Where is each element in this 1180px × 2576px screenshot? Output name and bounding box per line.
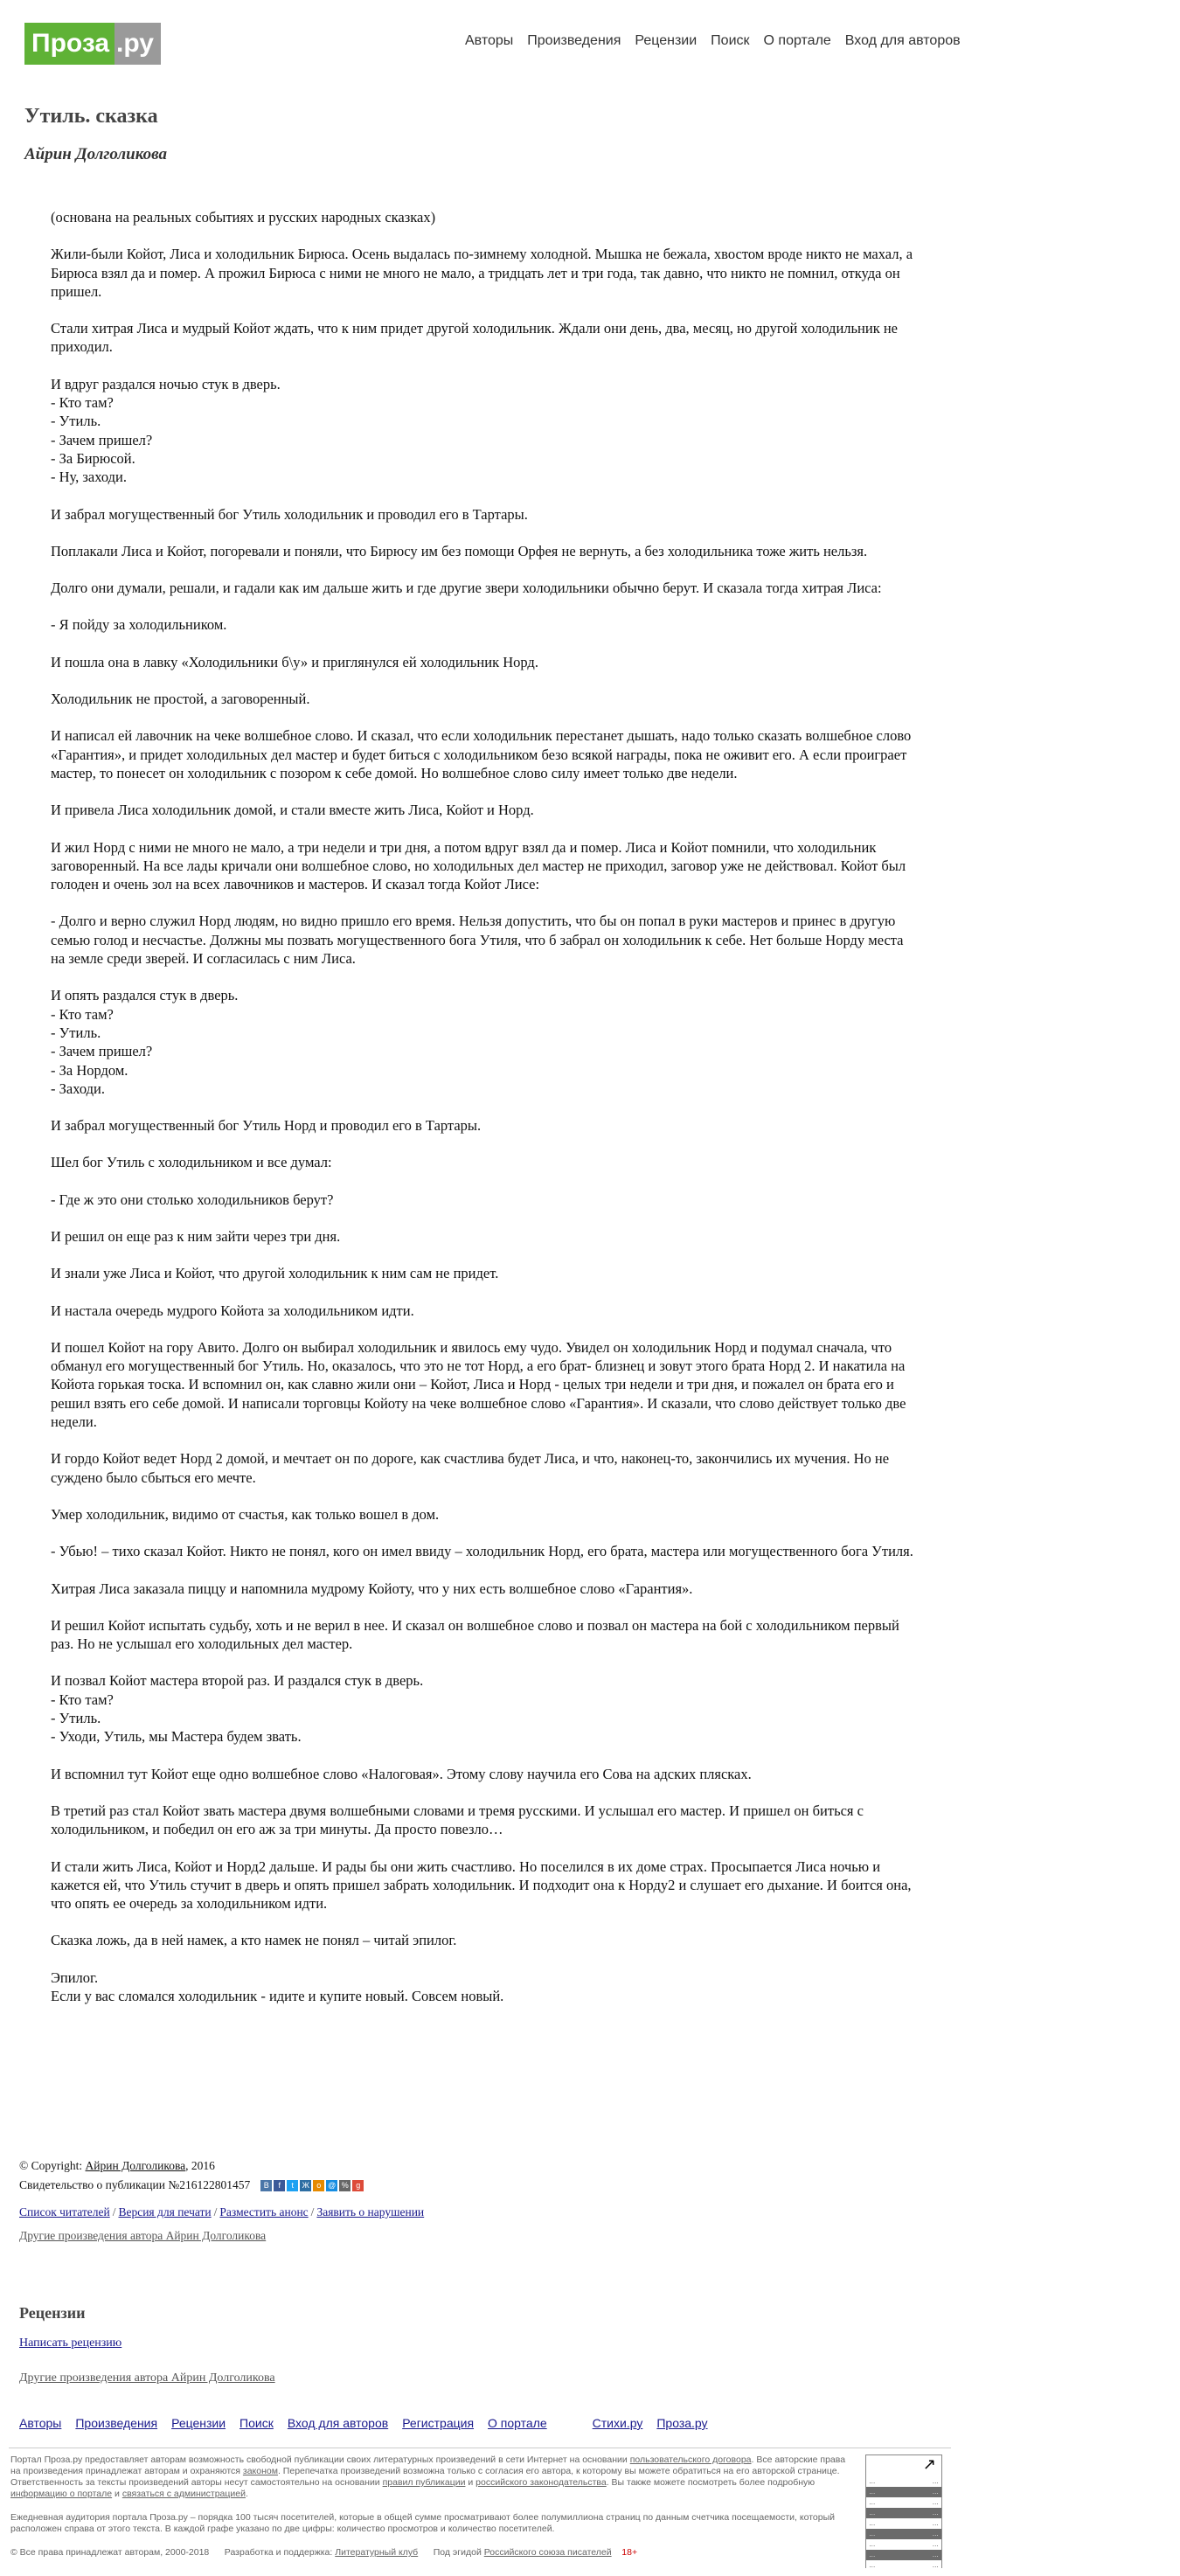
facebook-icon[interactable]: f [274,2180,285,2191]
work-paragraph: И пошла она в лавку «Холодильники б\у» и приглянулся ей холодильник Норд. [51,653,538,670]
counter-value: … [932,2530,939,2538]
contact-admin-link[interactable]: связаться с администрацией [121,2489,246,2499]
counter-value: … [932,2540,939,2548]
nav-about[interactable]: О портале [763,33,831,48]
counter-label: … [869,2498,876,2506]
bottom-nav-about[interactable]: О портале [488,2416,547,2430]
work-paragraph: - Я пойду за холодильником. [51,616,227,634]
counter-row [866,2487,941,2497]
visitor-counter[interactable] [865,2454,942,2568]
other-works-block [19,2229,266,2243]
nav-search[interactable]: Поиск [711,33,750,48]
counter-label: … [869,2488,876,2496]
twitter-icon[interactable]: t [287,2180,298,2191]
counter-value: … [932,2561,939,2569]
work-paragraph: И знали уже Лиса и Койот, что другой холодильник к ним сам не придет. [51,1265,499,1282]
certificate-text: Свидетельство о публикации №216122801457 [19,2178,251,2191]
work-paragraph: Умер холодильник, видимо от счастья, как только вошел в дом. [51,1505,440,1523]
work-paragraph: Поплакали Лиса и Койот, погоревали и поняли, что Бирюсу им без помощи Орфея не вернуть, а без холодильника тоже жить нельзя. [51,542,868,559]
bottom-nav-works[interactable]: Произведения [75,2416,158,2430]
work-paragraph: И решил он еще раз к ним зайти через три дня. [51,1227,341,1245]
work-paragraph: - Где ж это они столько холодильников берут? [51,1191,334,1208]
work-paragraph: (основана на реальных событиях и русских народных сказках) [51,209,436,226]
footer-audience-text: Ежедневная аудитория портала Проза.ру – порядка 100 тысяч посетителей, которые в общей сумме просматривают более полумиллиона страниц по данным счетчика посещаемости, который расположен справа от этого текста. В каждой графе указано по две цифры: количество просмотров и количество посетителей. [10,2512,835,2534]
copyright-year: , 2016 [185,2159,215,2172]
work-paragraph: Долго они думали, решали, и гадали как им дальше жить и где другие звери холодильники обычно берут. И сказала тогда хитрая Лиса: [51,580,882,597]
nav-reviews[interactable]: Рецензии [635,33,698,48]
counter-value: … [932,2498,939,2506]
reviews-other-works-link[interactable]: Другие произведения автора Айрин Долголикова [19,2371,275,2385]
mailru-icon[interactable]: @ [328,2180,337,2190]
counter-row [866,2539,941,2550]
work-paragraph: И написал ей лавочник на чеке волшебное слово. И сказал, что если холодильник перестанет дышать, надо только сказать волшебное слово «Гарантия», и придет холодильных дел мастер и будет биться с холодильником безо всякой награды, пока не оживит его. А если проиграет мастер, то понесет он холодильник с позором к себе домой. Но волшебное слово силу имеет только две недели. [51,727,912,781]
nav-login[interactable]: Вход для авторов [844,33,961,48]
print-version-link[interactable]: Версия для печати [118,2205,212,2218]
footer-copyright: © Все права принадлежат авторам, 2000-2018 [10,2547,210,2558]
counter-row [866,2560,941,2571]
logo-main-text: Проза [24,23,115,65]
counter-label: … [869,2561,876,2569]
publication-rules-link[interactable]: правил публикации [382,2477,466,2488]
bottom-nav-proza[interactable]: Проза.ру [656,2416,708,2430]
bottom-nav-search[interactable]: Поиск [239,2416,274,2430]
footer-dev-prefix: Разработка и поддержка: [224,2547,336,2558]
bottom-nav-reviews[interactable]: Рецензии [171,2416,226,2430]
work-paragraph: И гордо Койот ведет Норд 2 домой, и мечтает он по дороге, как счастлива будет Лиса, и что, наконец-то, закончились их мучения. Но не суждено было сбыться его мечте. [51,1450,890,1486]
counter-value: … [932,2519,939,2527]
law-link[interactable]: законом [242,2466,278,2476]
counter-row [866,2497,941,2508]
age-rating-badge: 18+ [621,2547,638,2558]
bottom-nav-authors[interactable]: Авторы [19,2416,62,2430]
work-paragraph: Стали хитрая Лиса и мудрый Койот ждать, что к ним придет другой холодильник. Ждали они день, два, месяц, но другой холодильник не приходил. [51,320,898,356]
copyright-prefix: © Copyright: [19,2159,83,2172]
work-paragraph: И забрал могущественный бог Утиль холодильник и проводил его в Тартары. [51,505,528,523]
work-paragraph: Шел бог Утиль с холодильником и все думал: [51,1154,332,1171]
work-paragraph: И вдруг раздался ночью стук в дверь. - Кто там? - Утиль. - Зачем пришел? - За Бирюсой. - Ну, заходи. [51,375,281,486]
counter-label: … [869,2509,876,2517]
reviews-title: Рецензии [19,2304,86,2322]
author-name: Айрин Долголикова [24,145,167,163]
portal-info-link[interactable]: информацию о портале [10,2489,113,2499]
footer-support-prefix: Под эгидой [433,2547,484,2558]
odnoklassniki-icon[interactable]: o [313,2180,324,2191]
readers-list-link[interactable]: Список читателей [19,2205,110,2218]
reviews-other-works-block [19,2371,275,2385]
bottom-nav [19,2416,708,2430]
counter-row [866,2518,941,2529]
counter-label: … [869,2519,876,2527]
copyright-line [19,2159,364,2173]
link-icon[interactable]: % [339,2180,351,2191]
footer-text-part: . [245,2489,248,2499]
report-link[interactable]: Заявить о нарушении [316,2205,425,2218]
work-paragraph: И решил Койот испытать судьбу, хоть и не верил в нее. И сказал он волшебное слово и позвал он мастера на бой с холодильником первый раз. Но не услышал его холодильных дел мастер. [51,1616,899,1653]
bottom-nav-stihi[interactable]: Стихи.ру [592,2416,643,2430]
work-paragraph: - Убью! – тихо сказал Койот. Никто не понял, кого он имел ввиду – холодильник Норд, его брата, мастера или могущественного бога Утиля. [51,1543,913,1560]
footer-text-part: Портал Проза.ру предоставляет авторам возможность свободной публикации своих литературных произведений в сети Интернет на основании [10,2454,630,2465]
work-paragraph: Жили-были Койот, Лиса и холодильник Бирюса. Осень выдалась по-зимнему холодной. Мышка не бежала, хвостом вроде никто не махал, а Бирюса взял да и помер. А прожил Бирюса с ними не много не мало, а тридцать лет и три года, так давно, что никто не помнил, откуда он пришел. [51,246,913,300]
counter-row [866,2508,941,2518]
counter-row [866,2550,941,2560]
share-buttons [260,2180,364,2191]
counter-row [866,2476,941,2487]
footer-text-part: . Вы также можете посмотреть более подробную [606,2477,816,2488]
work-paragraph: И настала очередь мудрого Койота за холодильником идти. [51,1302,414,1319]
work-paragraph: В третий раз стал Койот звать мастера двумя волшебными словами и тремя русскими. И услышал его мастер. И пришел он биться с холодильником, и победил он его аж за три минуты. Да просто повезло… [51,1802,864,1838]
write-review-link[interactable]: Написать рецензию [19,2336,122,2350]
nav-works[interactable]: Произведения [527,33,621,48]
footer-text-part: . Все авторские права на произведения принадлежат авторам и охраняются [10,2454,846,2476]
work-paragraph: И опять раздался стук в дверь. - Кто там? - Утиль. - Зачем пришел? - За Нордом. - Заходи. [51,987,239,1097]
russian-law-link[interactable]: российского законодательства [475,2477,607,2488]
work-paragraph: - Долго и верно служил Норд людям, но видно пришло его время. Нельзя допустить, что бы он попал в руки мастеров и принес в другую семью голод и несчастье. Должны мы позвать могущественного бога Утиля, что б забрал он холодильник к себе. Нет больше Норду места на земле среди зверей. И согласилась с ним Лиса. [51,913,904,968]
work-paragraph: Хитрая Лиса заказала пиццу и напомнила мудрому Койоту, что у них есть волшебное слово «Гарантия». [51,1580,693,1597]
user-agreement-link[interactable]: пользовательского договора [629,2454,752,2465]
counter-label: … [869,2530,876,2538]
counter-row [866,2529,941,2539]
work-paragraph: И позвал Койот мастера второй раз. И раздался стук в дверь. - Кто там? - Утиль. - Уходи, Утиль, мы Мастера будем звать. [51,1672,424,1746]
counter-label: … [869,2540,876,2548]
top-nav [465,33,961,49]
work-actions: Список читателей / Версия для печати / Разместить анонс / Заявить о нарушении [19,2205,425,2218]
publication-meta [19,2159,364,2192]
work-paragraph: Эпилог. Если у вас сломался холодильник - идите и купите новый. Совсем новый. [51,1968,504,2004]
work-paragraph: И вспомнил тут Койот еще одно волшебное слово «Налоговая». Этому слову научила его Сова на адских плясках. [51,1765,752,1782]
writers-union-link[interactable]: Российского союза писателей [483,2547,612,2558]
footer-text-part: и [112,2489,122,2499]
work-paragraph: И привела Лиса холодильник домой, и стали вместе жить Лиса, Койот и Норд. [51,802,534,819]
bottom-nav-login[interactable]: Вход для авторов [287,2416,389,2430]
arrow-up-right-icon: ↗ [922,2455,936,2474]
certificate-line [19,2178,364,2192]
announce-link[interactable]: Разместить анонс [219,2205,309,2218]
work-paragraph: Сказка ложь, да в ней намек, а кто намек не понял – читай эпилог. [51,1932,457,1949]
work-paragraph: И пошел Койот на гору Авито. Долго он выбирал холодильник и явилось ему чудо. Увидел он холодильник Норд и подумал сначала, что обманул его могущественный бог Утиль. Но, оказалось, что это не тот Норд, а его брат- близнец и зовут этого брата Норд 2. И накатила на Койота горькая тоска. И вспомнил он, как славно жили они – Койот, Лиса и Норд - целых три недели и три дня, и пожалел он брата его и решил взять его себе домой. И написали торговцы Койоту на чеке волшебное слово «Гарантия». И сказали, что слово действует только две недели. [51,1338,906,1431]
page-title: Утиль. сказка [24,105,158,128]
livejournal-icon[interactable]: Ж [300,2180,311,2191]
googleplus-icon[interactable]: g [352,2180,364,2191]
other-works-link[interactable]: Другие произведения автора Айрин Долголикова [19,2229,267,2242]
nav-authors[interactable]: Авторы [465,33,514,48]
work-paragraph: И стали жить Лиса, Койот и Норд2 дальше. И рады бы они жить счастливо. Но поселился в их доме страх. Просыпается Лиса ночью и кажется ей, что Утиль стучит в дверь и опять пришел забрать холодильник. И подходит она к Норду2 и слушает его дыхание. И боится она, что опять ее очередь за холодильником идти. [51,1857,912,1913]
footer-bottom-line [10,2547,850,2559]
counter-value: … [932,2477,939,2485]
counter-value: … [932,2551,939,2559]
counter-label: … [869,2477,876,2485]
logo-suffix-text: .ру [115,23,161,65]
footer-text-part: и [465,2477,476,2488]
counter-rows [866,2476,941,2571]
counter-label: … [869,2551,876,2559]
copyright-author-link[interactable]: Айрин Долголикова [85,2159,186,2172]
literary-club-link[interactable]: Литературный клуб [335,2547,419,2558]
nav-spacer [561,2416,579,2430]
write-review-block [19,2336,121,2350]
site-logo[interactable] [24,23,161,65]
vk-icon[interactable]: B [260,2180,272,2191]
work-paragraph: Холодильник не простой, а заговоренный. [51,691,310,708]
footer-legal-text [10,2454,850,2500]
work-text [51,208,916,2005]
counter-value: … [932,2488,939,2496]
bottom-nav-register[interactable]: Регистрация [402,2416,475,2430]
work-paragraph: И жил Норд с ними не много не мало, а три недели и три дня, а потом вдруг взял да и помер. Лиса и Койот помнили, что холодильник заговоренный. На все лады кричали они волшебное слово, но холодильных дел мастер не приходил, заговор уже не действовал. Койот был голоден и очень зол на всех лавочников и мастеров. И сказал тогда Койот Лисе: [51,838,906,893]
work-paragraph: И забрал могущественный бог Утиль Норд и проводил его в Тартары. [51,1117,482,1135]
counter-value: … [932,2509,939,2517]
footer-text-part: . Перепечатка произведений возможна только с согласия его автора, к которому вы можете обратиться на его авторской странице. Ответственность за тексты произведений авторы несут самостоятельно на основании [10,2466,840,2488]
